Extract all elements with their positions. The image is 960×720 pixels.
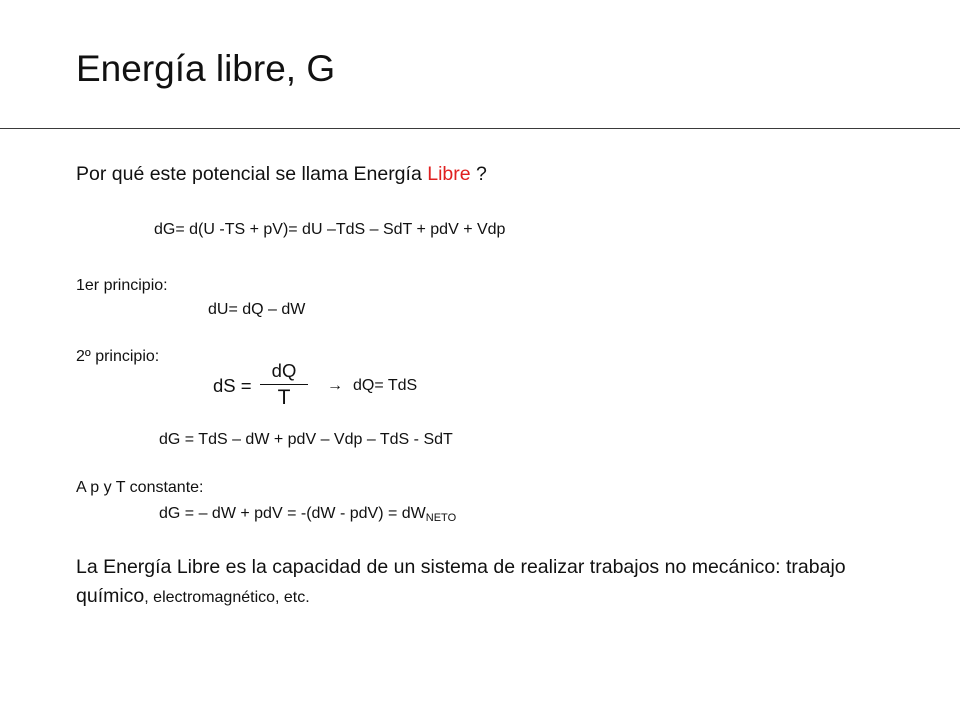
constant-pt-label: A p y T constante: [76,479,204,496]
right-arrow-icon: → [327,377,343,394]
conclusion-small: , electromagnético, etc. [144,589,310,606]
entropy-symbol: dS [213,375,236,396]
fraction-numerator: dQ [271,360,297,381]
net-work-equation-text: dG = – dW + pdV = -(dW - pdV) = dW [159,505,426,522]
slide-title: Energía libre, G [76,48,336,89]
question-prefix: Por qué este potencial se llama Energía [76,163,428,185]
title-divider [0,128,960,129]
net-work-subscript: NETO [425,512,457,524]
first-principle-equation: dU= dQ – dW [208,301,306,318]
question-suffix: ? [470,163,487,185]
fraction-denominator: T [277,386,291,410]
question-text [76,160,487,188]
conclusion-text [76,553,896,612]
equals-sign: = [240,375,252,396]
heat-over-temperature-fraction [260,360,308,410]
question-highlight: Libre [427,163,471,185]
heat-result-line [327,375,417,397]
free-energy-differential-equation: dG= d(U -TS + pV)= dU –TdS – SdT + pdV + Vdp [154,221,506,238]
substituted-free-energy-equation: dG = TdS – dW + pdV – Vdp – TdS - SdT [159,431,453,448]
heat-result-equation: dQ= TdS [353,377,418,394]
first-principle-label: 1er principio: [76,277,168,294]
conclusion-main: La Energía Libre es la capacidad de un sistema de realizar trabajos no mecánico: trabajo químico [76,556,846,607]
entropy-lhs [213,375,252,397]
fraction-bar [260,384,308,385]
second-principle-label: 2º principio: [76,348,160,365]
net-work-equation [159,503,456,529]
